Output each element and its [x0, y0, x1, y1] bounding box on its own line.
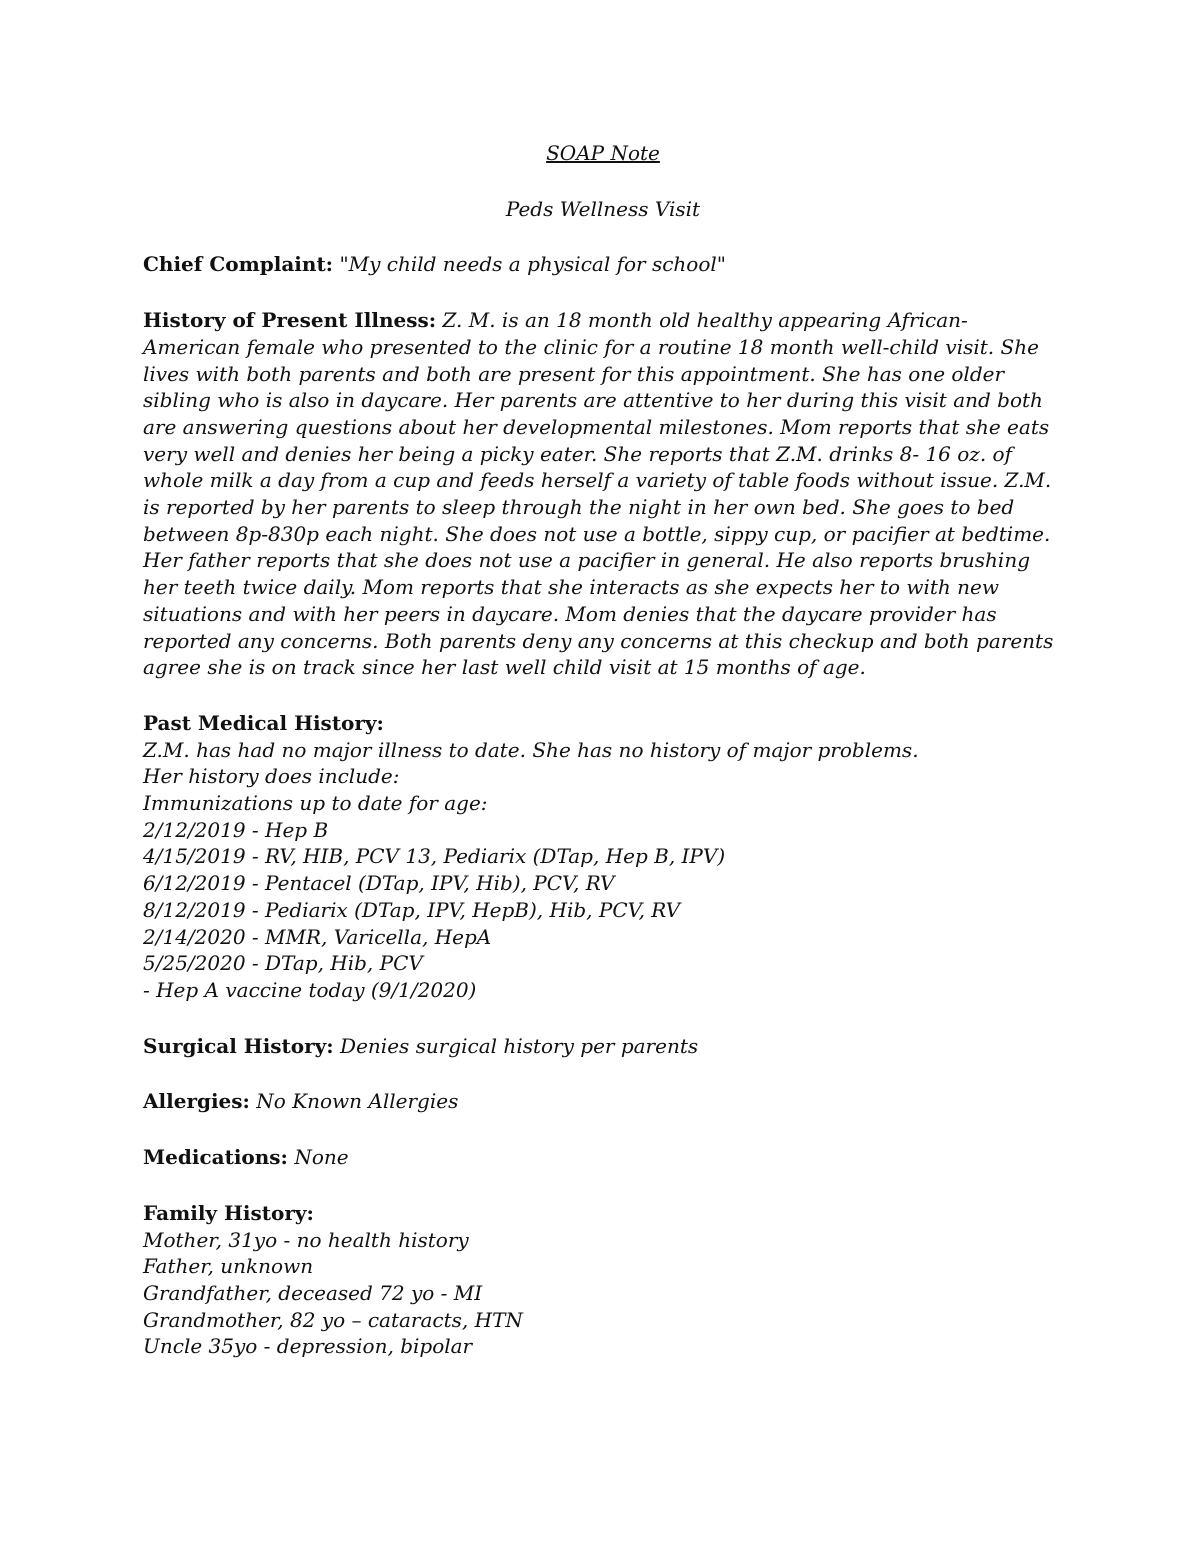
document-subtitle: Peds Wellness Visit	[505, 196, 701, 221]
medications-label: Medications:	[143, 1145, 288, 1170]
chief-complaint-label: Chief Complaint:	[143, 252, 334, 277]
family-history-label: Family History:	[143, 1200, 314, 1225]
family-history-line: Father, unknown	[143, 1254, 314, 1279]
pmh-line: Immunizations up to date for age:	[143, 791, 488, 816]
chief-complaint-section	[143, 251, 1063, 278]
immunization-line: 4/15/2019 - RV, HIB, PCV 13, Pediarix (DTap, Hep B, IPV)	[143, 844, 726, 869]
immunization-line: 5/25/2020 - DTap, Hib, PCV	[143, 951, 423, 976]
immunization-line: 2/12/2019 - Hep B	[143, 817, 329, 842]
hpi-text: Z. M. is an 18 month old healthy appearing African-American female who presented to the clinic for a routine 18 month well-child visit. She lives with both parents and both are present for this appointment. She has one older sibling who is also in daycare. Her parents are attentive to her during this visit and both are answering questions about her developmental milestones. Mom reports that she eats very well and denies her being a picky eater. She reports that Z.M. drinks 8- 16 oz. of whole milk a day from a cup and feeds herself a variety of table foods without issue. Z.M. is reported by her parents to sleep through the night in her own bed. She goes to bed between 8p-830p each night. She does not use a bottle, sippy cup, or pacifier at bedtime. Her father reports that she does not use a pacifier in general. He also reports brushing her teeth twice daily. Mom reports that she interacts as she expects her to with new situations and with her peers in daycare. Mom denies that the daycare provider has reported any concerns. Both parents deny any concerns at this checkup and both parents agree she is on track since her last well child visit at 15 months of age.	[143, 308, 1054, 680]
allergies-text: No Known Allergies	[256, 1089, 459, 1114]
family-history-section	[143, 1200, 1063, 1360]
medications-text: None	[294, 1145, 349, 1170]
document-body	[143, 140, 1063, 1360]
document-title: SOAP Note	[546, 141, 660, 165]
surgical-history-label: Surgical History:	[143, 1033, 334, 1058]
pmh-line: Z.M. has had no major illness to date. She has no history of major problems.	[143, 737, 919, 762]
past-medical-history-label: Past Medical History:	[143, 710, 384, 735]
allergies-label: Allergies:	[143, 1089, 250, 1114]
past-medical-history-section	[143, 710, 1063, 1004]
immunization-line: 8/12/2019 - Pediarix (DTap, IPV, HepB), Hib, PCV, RV	[143, 897, 681, 922]
immunization-line: - Hep A vaccine today (9/1/2020)	[143, 977, 477, 1002]
immunization-line: 6/12/2019 - Pentacel (DTap, IPV, Hib), PCV, RV	[143, 871, 615, 896]
family-history-line: Mother, 31yo - no health history	[143, 1227, 469, 1252]
allergies-section	[143, 1088, 1063, 1115]
hpi-label: History of Present Illness:	[143, 308, 437, 333]
pmh-line: Her history does include:	[143, 764, 400, 789]
family-history-line: Grandmother, 82 yo – cataracts, HTN	[143, 1307, 523, 1332]
family-history-line: Uncle 35yo - depression, bipolar	[143, 1334, 473, 1359]
hpi-section	[143, 307, 1063, 681]
chief-complaint-text: "My child needs a physical for school"	[339, 252, 726, 277]
family-history-line: Grandfather, deceased 72 yo - MI	[143, 1280, 483, 1305]
surgical-history-text: Denies surgical history per parents	[340, 1033, 699, 1058]
surgical-history-section	[143, 1033, 1063, 1060]
immunization-line: 2/14/2020 - MMR, Varicella, HepA	[143, 924, 492, 949]
medications-section	[143, 1144, 1063, 1171]
document-title-line	[143, 140, 1063, 167]
